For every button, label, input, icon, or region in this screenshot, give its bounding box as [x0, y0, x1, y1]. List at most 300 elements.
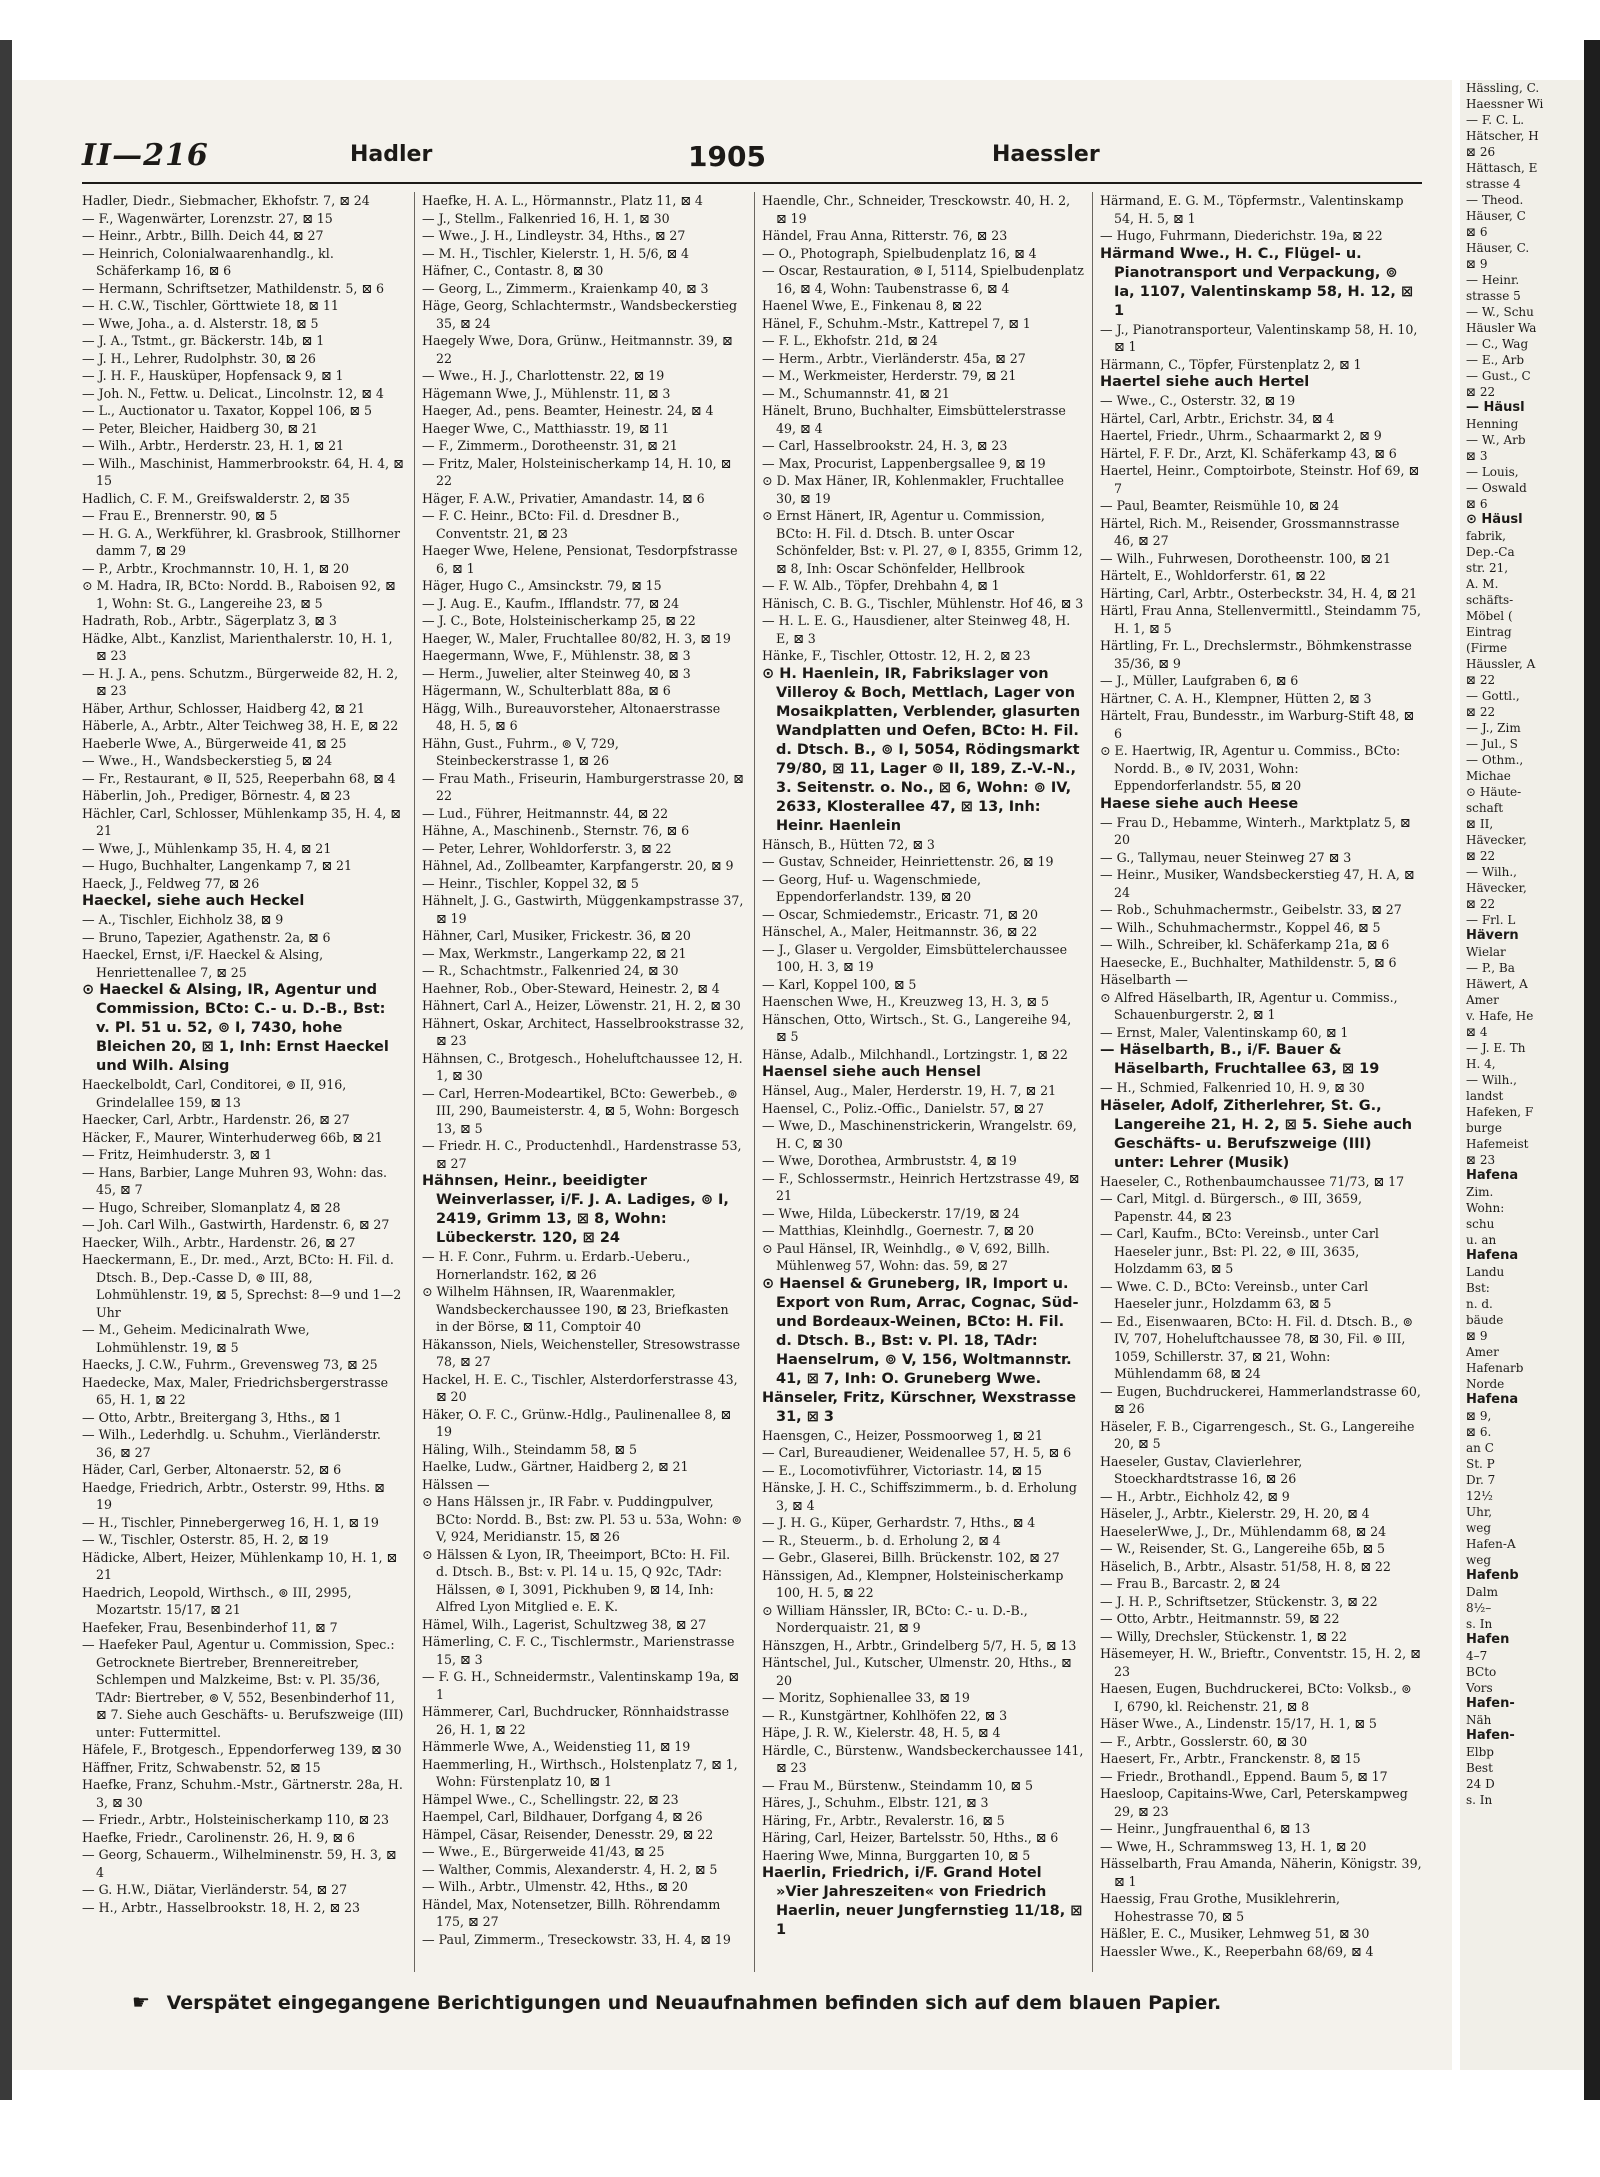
strip-line: — Oswald: [1466, 481, 1527, 495]
strip-line: ⊠ 9,: [1466, 1409, 1492, 1423]
directory-entry: Hänelt, Bruno, Buchhalter, Eimsbüttelerstrasse 49, ⊠ 4: [762, 403, 1066, 436]
directory-entry: — R., Steuerm., b. d. Erholung 2, ⊠ 4: [762, 1532, 1001, 1548]
directory-entry: — Frau E., Brennerstr. 90, ⊠ 5: [82, 508, 278, 523]
directory-entry: — H. J. A., pens. Schutzm., Bürgerweide 82, H. 2, ⊠ 23: [82, 665, 399, 698]
directory-entry: Hämmerle Wwe, A., Weidenstieg 11, ⊠ 19: [422, 1739, 691, 1754]
directory-entry: — Matthias, Kleinhdlg., Goernestr. 7, ⊠ 20: [762, 1223, 1034, 1238]
directory-entry: Haeckelboldt, Carl, Conditorei, ⊚ II, 916, Grindelallee 159, ⊠ 13: [82, 1077, 347, 1110]
directory-entry: Haering Wwe, Minna, Burggarten 10, ⊠ 5: [762, 1847, 1031, 1863]
strip-line: ⊠ 22: [1466, 849, 1496, 863]
directory-entry: Härmand Wwe., H. C., Flügel- u. Pianotransport und Verpackung, ⊚ Ia, 1107, Valentinskamp 58, H. 12, ⊠ 1: [1100, 245, 1414, 319]
strip-line: — Häusl: [1466, 400, 1525, 415]
directory-entry: — Heinrich, Colonialwaarenhandlg., kl. Schäferkamp 16, ⊠ 6: [82, 245, 334, 278]
strip-line: Hättasch, E: [1466, 161, 1538, 175]
directory-entry: Häselbarth —: [1100, 972, 1188, 987]
directory-entry: — Wilh., Fuhrwesen, Dorotheenstr. 100, ⊠ 21: [1100, 550, 1392, 566]
directory-entry: Häring, Carl, Heizer, Bartelsstr. 50, Hths., ⊠ 6: [762, 1830, 1059, 1845]
directory-entry: Häker, O. F. C., Grünw.-Hdlg., Paulinenallee 8, ⊠ 19: [422, 1406, 732, 1439]
directory-entry: — Paul, Zimmerm., Treseckowstr. 33, H. 4, ⊠ 19: [422, 1931, 731, 1947]
strip-line: n. d.: [1466, 1297, 1493, 1311]
directory-entry: Hägemann Wwe, J., Mühlenstr. 11, ⊠ 3: [422, 385, 671, 401]
pointing-hand-icon: ☛: [132, 1990, 150, 2014]
directory-entry: Häger, F. A.W., Privatier, Amandastr. 14, ⊠ 6: [422, 490, 705, 506]
strip-line: ⊠ 22: [1466, 705, 1496, 719]
directory-entry: — W., Tischler, Osterstr. 85, H. 2, ⊠ 19: [82, 1532, 329, 1547]
directory-entry: Haedecke, Max, Maler, Friedrichsbergerstrasse 65, H. 1, ⊠ 22: [82, 1374, 389, 1407]
strip-line: ⊠ 22: [1466, 673, 1496, 687]
directory-entry: Händel, Max, Notensetzer, Billh. Röhrendamm 175, ⊠ 27: [422, 1896, 721, 1929]
directory-entry: — Heinr., Jungfrauenthal 6, ⊠ 13: [1100, 1821, 1311, 1836]
directory-entry: — J., Stellm., Falkenried 16, H. 1, ⊠ 30: [422, 210, 670, 226]
strip-line: Hafenb: [1466, 1568, 1519, 1583]
directory-entry: Haesert, Fr., Arbtr., Franckenstr. 8, ⊠ 15: [1100, 1751, 1361, 1766]
directory-entry: Haertel siehe auch Hertel: [1100, 374, 1310, 390]
directory-entry: Härmand, E. G. M., Töpfermstr., Valentinskamp 54, H. 5, ⊠ 1: [1100, 193, 1404, 226]
directory-entry: Hänssigen, Ad., Klempner, Holsteinischerkamp 100, H. 5, ⊠ 22: [762, 1567, 1064, 1600]
directory-entry: Haesecke, E., Buchhalter, Mathildenstr. 5, ⊠ 6: [1100, 954, 1397, 970]
directory-entry: — M., Werkmeister, Herderstr. 79, ⊠ 21: [762, 368, 1017, 383]
directory-entry: Härtner, C. A. H., Klempner, Hütten 2, ⊠ 3: [1100, 690, 1372, 706]
directory-entry: Haesloop, Capitains-Wwe, Carl, Peterskampweg 29, ⊠ 23: [1100, 1786, 1408, 1819]
directory-entry: — Carl, Mitgl. d. Bürgersch., ⊚ III, 3659, Papenstr. 44, ⊠ 23: [1100, 1191, 1363, 1224]
directory-entry: Häpe, J. R. W., Kielerstr. 48, H. 5, ⊠ 4: [762, 1725, 1001, 1740]
directory-entry: Haeckermann, E., Dr. med., Arzt, BCto: H. Fil. d. Dtsch. B., Dep.-Casse D, ⊚ III, 88, Lohmühlenstr. 19, ⊠ 5, Sprechst: 8—9 und 1—2 Uhr: [82, 1252, 402, 1320]
strip-line: ⊠ 22: [1466, 385, 1496, 399]
directory-entry: Härdle, C., Bürstenw., Wandsbeckerchaussee 141, ⊠ 23: [762, 1742, 1084, 1775]
directory-entry: — Haefeker Paul, Agentur u. Commission, Spec.: Getrocknete Biertreber, Brennereitreber, Schlempen und Malzkeime, Bst: v. Pl. 35/36, TAdr: Biertreber, ⊚ V, 552, Besenbinderhof 11, ⊠ 7. Siehe auch Geschäfts- u. Berufszweige (III) unter: Futtermittel.: [82, 1637, 404, 1740]
directory-entry: Häberlin, Joh., Prediger, Börnestr. 4, ⊠ 23: [82, 788, 351, 803]
directory-entry: — Carl, Hasselbrookstr. 24, H. 3, ⊠ 23: [762, 438, 1008, 453]
directory-entry: Hächler, Carl, Schlosser, Mühlenkamp 35, H. 4, ⊠ 21: [82, 805, 401, 838]
directory-entry: — Wwe, Dorothea, Armbruststr. 4, ⊠ 19: [762, 1153, 1017, 1168]
directory-entry: Hägg, Wilh., Bureauvorsteher, Altonaerstrasse 48, H. 5, ⊠ 6: [422, 700, 721, 733]
directory-entry: Hämpel, Cäsar, Reisender, Denesstr. 29, ⊠ 22: [422, 1826, 714, 1842]
directory-entry: — Karl, Koppel 100, ⊠ 5: [762, 976, 917, 992]
directory-entry: Hähnsen, Heinr., beeidigter Weinverlasser, i/F. J. A. Ladiges, ⊚ I, 2419, Grimm 13, ⊠ 8, Wohn: Lübeckerstr. 120, ⊠ 24: [422, 1173, 729, 1246]
directory-entry: ⊙ E. Haertwig, IR, Agentur u. Commiss., BCto: Nordd. B., ⊚ IV, 2031, Wohn: Eppendorferlandstr. 55, ⊠ 20: [1100, 743, 1401, 793]
directory-entry: Haegely Wwe, Dora, Grünw., Heitmannstr. 39, ⊠ 22: [422, 333, 733, 366]
directory-entry: Hänschel, A., Maler, Heitmannstr. 36, ⊠ 22: [762, 924, 1038, 939]
strip-line: — Jul., S: [1466, 737, 1518, 751]
strip-line: Wielar: [1466, 945, 1506, 959]
directory-entry: — A., Tischler, Eichholz 38, ⊠ 9: [82, 912, 284, 927]
strip-line: ⊠ 3: [1466, 449, 1488, 463]
directory-entry: — Wwe., E., Bürgerweide 41/43, ⊠ 25: [422, 1844, 665, 1859]
directory-entry: — J. A., Tstmt., gr. Bäckerstr. 14b, ⊠ 1: [82, 333, 325, 348]
strip-line: — Wilh.,: [1466, 865, 1517, 879]
year: 1905: [688, 140, 766, 173]
directory-entry: Haerlin, Friedrich, i/F. Grand Hotel »Vier Jahreszeiten« von Friedrich Haerlin, neuer Jungfernstieg 11/18, ⊠ 1: [762, 1865, 1083, 1938]
directory-entry: — J. C., Bote, Holsteinischerkamp 25, ⊠ 22: [422, 613, 696, 628]
directory-entry: Häseler, J., Arbtr., Kielerstr. 29, H. 20, ⊠ 4: [1100, 1506, 1370, 1521]
directory-entry: Hähne, A., Maschinenb., Sternstr. 76, ⊠ 6: [422, 823, 690, 838]
directory-entry: — J. H. G., Küper, Gerhardstr. 7, Hths., ⊠ 4: [762, 1515, 1036, 1530]
directory-entry: Haeseler, Gustav, Clavierlehrer, Stoeckhardtstrasse 16, ⊠ 26: [1100, 1453, 1303, 1486]
directory-entry: — Moritz, Sophienallee 33, ⊠ 19: [762, 1690, 970, 1705]
strip-line: Best: [1466, 1761, 1493, 1775]
scan-edge-left: [0, 40, 12, 2100]
directory-entry: — Max, Werkmstr., Langerkamp 22, ⊠ 21: [422, 945, 687, 961]
columns-area: [82, 192, 1422, 1972]
strip-line: Landu: [1466, 1265, 1505, 1279]
directory-entry: — Joh. N., Fettw. u. Delicat., Lincolnstr. 12, ⊠ 4: [82, 385, 384, 401]
directory-entry: — Otto, Arbtr., Heitmannstr. 59, ⊠ 22: [1100, 1611, 1340, 1626]
directory-entry: Hähn, Gust., Fuhrm., ⊚ V, 729, Steinbeckerstrasse 1, ⊠ 26: [422, 735, 619, 768]
strip-line: ⊠ 9: [1466, 1329, 1488, 1343]
strip-line: Hafena: [1466, 1168, 1519, 1183]
strip-line: ⊠ 6: [1466, 497, 1488, 511]
directory-entry: Härmann, C., Töpfer, Fürstenplatz 2, ⊠ 1: [1100, 356, 1362, 372]
strip-line: s. In: [1466, 1617, 1493, 1631]
directory-entry: Haeger Wwe, Helene, Pensionat, Tesdorpfstrasse 6, ⊠ 1: [422, 543, 738, 576]
directory-entry: Hähnel, Ad., Zollbeamter, Karpfangerstr. 20, ⊠ 9: [422, 858, 734, 873]
directory-entry: Haenel Wwe, E., Finkenau 8, ⊠ 22: [762, 298, 983, 313]
directory-entry: Haefke, Franz, Schuhm.-Mstr., Gärtnerstr. 28a, H. 3, ⊠ 30: [82, 1777, 403, 1810]
directory-entry: Härting, Carl, Arbtr., Osterbeckstr. 34, H. 4, ⊠ 21: [1100, 585, 1418, 601]
directory-entry: Härtelt, E., Wohldorferstr. 61, ⊠ 22: [1100, 568, 1326, 583]
directory-entry: Haertel, Friedr., Uhrm., Schaarmarkt 2, ⊠ 9: [1100, 428, 1382, 443]
directory-entry: Häseler, F. B., Cigarrengesch., St. G., Langereihe 20, ⊠ 5: [1100, 1418, 1415, 1451]
directory-entry: Häring, Fr., Arbtr., Revalerstr. 16, ⊠ 5: [762, 1812, 1005, 1828]
directory-entry: ⊙ Hans Hälssen jr., IR Fabr. v. Puddingpulver, BCto: Nordd. B., Bst: zw. Pl. 53 u. 53a, Wohn: ⊚ V, 924, Meridianstr. 15, ⊠ 26: [422, 1494, 742, 1544]
directory-entry: Hänel, F., Schuhm.-Mstr., Kattrepel 7, ⊠ 1: [762, 315, 1031, 331]
directory-entry: — H. G. A., Werkführer, kl. Grasbrook, Stillhorner damm 7, ⊠ 29: [82, 525, 400, 558]
directory-entry: Hänke, F., Tischler, Ottostr. 12, H. 2, ⊠ 23: [762, 648, 1031, 663]
strip-line: Norde: [1466, 1377, 1505, 1391]
directory-entry: — H. L. E. G., Hausdiener, alter Steinweg 48, H. E, ⊠ 3: [762, 613, 1071, 646]
strip-line: — Gust., C: [1466, 369, 1531, 383]
strip-line: ⊠ II,: [1466, 817, 1494, 831]
directory-entry: Hänsel, Aug., Maler, Herderstr. 19, H. 7, ⊠ 21: [762, 1083, 1057, 1098]
page-number: II—216: [82, 138, 209, 173]
directory-entry: — F., Zimmerm., Dorotheenstr. 31, ⊠ 21: [422, 438, 678, 453]
strip-line: Hävecker,: [1466, 833, 1527, 847]
strip-line: Dalm: [1466, 1585, 1498, 1599]
directory-entry: — J. H. F., Hausküper, Hopfensack 9, ⊠ 1: [82, 368, 344, 383]
directory-entry: Häres, J., Schuhm., Elbstr. 121, ⊠ 3: [762, 1795, 989, 1810]
directory-entry: — Eugen, Buchdruckerei, Hammerlandstrasse 60, ⊠ 26: [1100, 1383, 1421, 1416]
directory-entry: Hässelbarth, Frau Amanda, Näherin, Königstr. 39, ⊠ 1: [1100, 1856, 1422, 1889]
directory-entry: — O., Photograph, Spielbudenplatz 16, ⊠ 4: [762, 245, 1037, 261]
directory-entry: Haeseler, C., Rothenbaumchaussee 71/73, ⊠ 17: [1100, 1173, 1405, 1189]
directory-entry: — H. F. Conr., Fuhrm. u. Erdarb.-Ueberu., Hornerlandstr. 162, ⊠ 26: [422, 1249, 691, 1282]
directory-entry: — Walther, Commis, Alexanderstr. 4, H. 2, ⊠ 5: [422, 1861, 718, 1877]
strip-line: Michae: [1466, 769, 1511, 783]
directory-entry: — J., Pianotransporteur, Valentinskamp 58, H. 10, ⊠ 1: [1100, 321, 1418, 354]
directory-entry: — Ed., Eisenwaaren, BCto: H. Fil. d. Dtsch. B., ⊚ IV, 707, Hoheluftchaussee 78, ⊠ 30, Fil. ⊚ III, 1059, Schillerstr. 37, ⊠ 21, Wohn: Mühlendamm 68, ⊠ 24: [1100, 1313, 1413, 1381]
strip-line: Amer: [1466, 1345, 1499, 1359]
directory-entry: — Herm., Arbtr., Vierländerstr. 45a, ⊠ 27: [762, 350, 1026, 366]
strip-line: — W., Arb: [1466, 433, 1526, 447]
strip-line: St. P: [1466, 1457, 1495, 1471]
directory-page: [12, 80, 1452, 2070]
strip-line: Häuser, C: [1466, 209, 1526, 223]
directory-entry: Haemmerling, H., Wirthsch., Holstenplatz 7, ⊠ 1, Wohn: Fürstenplatz 10, ⊠ 1: [422, 1756, 738, 1789]
directory-entry: Haeberle Wwe, A., Bürgerweide 41, ⊠ 25: [82, 735, 347, 751]
directory-entry: — R., Kunstgärtner, Kohlhöfen 22, ⊠ 3: [762, 1707, 1008, 1723]
directory-entry: Häseler, Adolf, Zitherlehrer, St. G., Langereihe 21, H. 2, ⊠ 5. Siehe auch Geschäfts- u. Berufszweige (III) unter: Lehrer (Musik): [1100, 1097, 1413, 1171]
directory-entry: — Hugo, Buchhalter, Langenkamp 7, ⊠ 21: [82, 858, 353, 873]
strip-line: bäude: [1466, 1313, 1504, 1327]
directory-entry: Hänschen, Otto, Wirtsch., St. G., Langereihe 94, ⊠ 5: [762, 1011, 1072, 1044]
directory-entry: — Ernst, Maler, Valentinskamp 60, ⊠ 1: [1100, 1024, 1349, 1040]
directory-entry: Häge, Georg, Schlachtermstr., Wandsbeckerstieg 35, ⊠ 24: [422, 298, 738, 331]
directory-entry: — M., Geheim. Medicinalrath Wwe, Lohmühlenstr. 19, ⊠ 5: [82, 1322, 310, 1355]
directory-entry: ⊙ Hälssen & Lyon, IR, Theeimport, BCto: H. Fil. d. Dtsch. B., Bst: v. Pl. 14 u. 15, Q 92c, TAdr: Hälssen, ⊚ I, 3091, Pickhuben 9, ⊠ 14, Inh: Alfred Lyon Mitglied e. E. K.: [422, 1546, 731, 1614]
directory-entry: — Wwe., H., Wandsbeckerstieg 5, ⊠ 24: [82, 753, 333, 768]
directory-entry: Häling, Wilh., Steindamm 58, ⊠ 5: [422, 1441, 637, 1457]
directory-entry: — H., Arbtr., Hasselbrookstr. 18, H. 2, ⊠ 23: [82, 1899, 361, 1915]
directory-entry: — E., Locomotivführer, Victoriastr. 14, ⊠ 15: [762, 1462, 1043, 1478]
directory-entry: Häfner, C., Contastr. 8, ⊠ 30: [422, 263, 604, 278]
strip-line: Dr. 7: [1466, 1473, 1496, 1487]
strip-line: str. 21,: [1466, 561, 1509, 575]
strip-line: Häwert, A: [1466, 977, 1528, 991]
directory-entry: — M. H., Tischler, Kielerstr. 1, H. 5/6, ⊠ 4: [422, 245, 690, 261]
directory-entry: Haeckel, siehe auch Heckel: [82, 893, 305, 909]
directory-entry: — M., Schumannstr. 41, ⊠ 21: [762, 385, 950, 401]
strip-line: ⊠ 22: [1466, 897, 1496, 911]
directory-entry: Haeger Wwe, C., Matthiasstr. 19, ⊠ 11: [422, 420, 670, 436]
strip-line: Häussler, A: [1466, 657, 1536, 671]
directory-entry: Hähnelt, J. G., Gastwirth, Müggenkampstrasse 37, ⊠ 19: [422, 893, 744, 926]
directory-entry: Haeger, W., Maler, Fruchtallee 80/82, H. 3, ⊠ 19: [422, 630, 731, 646]
directory-entry: — Fr., Restaurant, ⊚ II, 525, Reeperbahn 68, ⊠ 4: [82, 770, 396, 786]
strip-line: ⊠ 6: [1466, 225, 1488, 239]
directory-entry: Härtel, Carl, Arbtr., Erichstr. 34, ⊠ 4: [1100, 410, 1335, 426]
strip-line: Hafeken, F: [1466, 1105, 1534, 1119]
directory-entry: Häßler, E. C., Musiker, Lehmweg 51, ⊠ 30: [1100, 1926, 1370, 1941]
strip-line: Hässling, C.: [1466, 81, 1540, 95]
directory-entry: — Wilh., Arbtr., Herderstr. 23, H. 1, ⊠ 21: [82, 438, 345, 453]
directory-entry: ⊙ Haensel & Gruneberg, IR, Import u. Export von Rum, Arrac, Cognac, Süd- und Bordeaux-Weinen, BCto: H. Fil. d. Dtsch. B., Bst: v. Pl. 18, TAdr: Haenselrum, ⊚ V, 156, Woltmannstr. 41, ⊠ 7, Inh: O. Gruneberg Wwe.: [762, 1275, 1079, 1387]
strip-line: — Othm.,: [1466, 753, 1524, 767]
directory-entry: — Rob., Schuhmachermstr., Geibelstr. 33, ⊠ 27: [1100, 902, 1402, 917]
directory-entry: ⊙ Paul Hänsel, IR, Weinhdlg., ⊚ V, 692, Billh. Mühlenweg 57, Wohn: das. 59, ⊠ 27: [762, 1240, 1050, 1273]
directory-entry: — F. L., Ekhofstr. 21d, ⊠ 24: [762, 333, 938, 348]
directory-entry: Hackel, H. E. C., Tischler, Alsterdorferstrasse 43, ⊠ 20: [422, 1371, 738, 1404]
strip-line: ⊠ 6.: [1466, 1425, 1492, 1439]
strip-line: Hafen-: [1466, 1696, 1515, 1711]
column-divider: [754, 192, 755, 1972]
directory-entry: — Wilh., Lederhdlg. u. Schuhm., Vierländerstr. 36, ⊠ 27: [82, 1427, 381, 1460]
strip-line: ⊙ Häusl: [1466, 512, 1523, 527]
strip-line: Wohn:: [1466, 1201, 1505, 1215]
directory-entry: — R., Schachtmstr., Falkenried 24, ⊠ 30: [422, 963, 679, 978]
directory-entry: Hadlich, C. F. M., Greifswalderstr. 2, ⊠ 35: [82, 490, 350, 506]
directory-entry: — Hugo, Schreiber, Slomanplatz 4, ⊠ 28: [82, 1199, 341, 1215]
header-rule: [82, 182, 1422, 184]
directory-entry: — Otto, Arbtr., Breitergang 3, Hths., ⊠ 1: [82, 1409, 342, 1425]
directory-entry: — Gustav, Schneider, Heinriettenstr. 26, ⊠ 19: [762, 854, 1054, 869]
strip-line: ⊙ Häute-: [1466, 785, 1522, 799]
directory-entry: Haecks, J. C.W., Fuhrm., Grevensweg 73, ⊠ 25: [82, 1357, 378, 1372]
strip-line: — F. C. L.: [1466, 113, 1525, 127]
directory-entry: Haegermann, Wwe, F., Mühlenstr. 38, ⊠ 3: [422, 648, 691, 663]
directory-entry: Häsemeyer, H. W., Brieftr., Conventstr. 15, H. 2, ⊠ 23: [1100, 1646, 1421, 1679]
directory-entry: Haensgen, C., Heizer, Possmoorweg 1, ⊠ 21: [762, 1427, 1044, 1443]
column-divider: [414, 192, 415, 1972]
directory-entry: Haecker, Carl, Arbtr., Hardenstr. 26, ⊠ 27: [82, 1112, 350, 1127]
strip-line: s. In: [1466, 1793, 1493, 1807]
strip-line: strasse 5: [1466, 289, 1521, 303]
directory-entry: Hadler, Diedr., Siebmacher, Ekhofstr. 7, ⊠ 24: [82, 193, 370, 208]
directory-entry: Hänse, Adalb., Milchhandl., Lortzingstr. 1, ⊠ 22: [762, 1046, 1068, 1062]
strip-line: u. an: [1466, 1233, 1497, 1247]
directory-entry: Häntschel, Jul., Kutscher, Ulmenstr. 20, Hths., ⊠ 20: [762, 1655, 1072, 1688]
directory-entry: — F. C. Heinr., BCto: Fil. d. Dresdner B., Conventstr. 21, ⊠ 23: [422, 508, 680, 541]
strip-line: Bst:: [1466, 1281, 1490, 1295]
directory-entry: — G. H.W., Diätar, Vierländerstr. 54, ⊠ 27: [82, 1882, 348, 1897]
directory-entry: — Carl, Bureaudiener, Weidenallee 57, H. 5, ⊠ 6: [762, 1445, 1072, 1460]
directory-entry: Häffner, Fritz, Schwabenstr. 52, ⊠ 15: [82, 1759, 321, 1775]
directory-entry: Häkansson, Niels, Weichensteller, Stresowstrasse 78, ⊠ 27: [422, 1336, 741, 1369]
scan-edge-right: [1584, 40, 1600, 2100]
directory-entry: — J., Glaser u. Vergolder, Eimsbüttelerchaussee 100, H. 3, ⊠ 19: [762, 941, 1068, 974]
directory-entry: — Wilh., Arbtr., Ulmenstr. 42, Hths., ⊠ 20: [422, 1879, 688, 1894]
directory-entry: Haecker, Wilh., Arbtr., Hardenstr. 26, ⊠ 27: [82, 1234, 356, 1250]
directory-entry: Hänsch, B., Hütten 72, ⊠ 3: [762, 836, 935, 852]
strip-line: — Frl. L: [1466, 913, 1516, 927]
strip-line: weg: [1466, 1553, 1492, 1567]
column-divider: [1092, 192, 1093, 1972]
strip-line: — Heinr.: [1466, 273, 1520, 287]
directory-entry: Haedrich, Leopold, Wirthsch., ⊚ III, 2995, Mozartstr. 15/17, ⊠ 21: [82, 1584, 352, 1617]
strip-line: an C: [1466, 1441, 1494, 1455]
strip-line: Hafena: [1466, 1392, 1519, 1407]
directory-entry: ⊙ H. Haenlein, IR, Fabrikslager von Villeroy & Boch, Mettlach, Lager von Mosaikplatten, Verblender, glasurten Wandplatten und Oefen, BCto: H. Fil. d. Dtsch. B., ⊚ I, 5054, Rödingsmarkt 79/80, ⊠ 11, Lager ⊚ II, 189, Z.-V.-N., 3. Seitenstr. o. No., ⊠ 6, Wohn: ⊚ IV, 2633, Klosterallee 47, ⊠ 13, Inh: Heinr. Haenlein: [762, 665, 1081, 834]
directory-entry: Hänseler, Fritz, Kürschner, Wexstrasse 31, ⊠ 3: [762, 1389, 1077, 1425]
strip-line: fabrik,: [1466, 529, 1506, 543]
page-header: [82, 138, 1422, 178]
directory-entry: — J. Aug. E., Kaufm., Ifflandstr. 77, ⊠ 24: [422, 595, 680, 611]
strip-line: Henning: [1466, 417, 1519, 431]
directory-entry: — H. C.W., Tischler, Görttwiete 18, ⊠ 11: [82, 298, 339, 313]
directory-entry: — G., Tallymau, neuer Steinweg 27 ⊠ 3: [1100, 849, 1352, 865]
directory-entry: Hänske, J. H. C., Schiffszimmerm., b. d. Erholung 3, ⊠ 4: [762, 1480, 1077, 1513]
directory-entry: — Wwe, J., Mühlenkamp 35, H. 4, ⊠ 21: [82, 840, 332, 856]
strip-line: Hätscher, H: [1466, 129, 1539, 143]
directory-entry: ⊙ Ernst Hänert, IR, Agentur u. Commission, BCto: H. Fil. d. Dtsch. B. unter Oscar Schönfelder, Bst: v. Pl. 27, ⊚ I, 8355, Grimm 12, ⊠ 8, Inh: Oscar Schönfelder, Hellbrook: [762, 508, 1083, 576]
directory-entry: Häder, Carl, Gerber, Altonaerstr. 52, ⊠ 6: [82, 1462, 342, 1477]
directory-entry: — Heinr., Arbtr., Billh. Deich 44, ⊠ 27: [82, 228, 324, 243]
directory-entry: — Wwe, D., Maschinenstrickerin, Wrangelstr. 69, H. C, ⊠ 30: [762, 1118, 1077, 1151]
directory-entry: — Georg, Huf- u. Wagenschmiede, Eppendorferlandstr. 139, ⊠ 20: [762, 871, 982, 904]
strip-line: ⊠ 26: [1466, 145, 1496, 159]
strip-line: Hafena: [1466, 1248, 1519, 1263]
directory-entry: — Wwe., J. H., Lindleystr. 34, Hths., ⊠ 27: [422, 228, 686, 243]
directory-entry: Häber, Arthur, Schlosser, Haidberg 42, ⊠ 21: [82, 700, 365, 716]
directory-entry: Hänszgen, H., Arbtr., Grindelberg 5/7, H. 5, ⊠ 13: [762, 1637, 1077, 1653]
directory-entry: Häser Wwe., A., Lindenstr. 15/17, H. 1, ⊠ 5: [1100, 1716, 1377, 1731]
directory-entry: — Friedr., Brothandl., Eppend. Baum 5, ⊠ 17: [1100, 1768, 1388, 1784]
directory-entry: — F., Schlossermstr., Heinrich Hertzstrasse 49, ⊠ 21: [762, 1170, 1080, 1203]
directory-entry: Hägermann, W., Schulterblatt 88a, ⊠ 6: [422, 683, 671, 698]
directory-entry: — F., Wagenwärter, Lorenzstr. 27, ⊠ 15: [82, 210, 333, 226]
directory-entry: — Gebr., Glaserei, Billh. Brückenstr. 102, ⊠ 27: [762, 1550, 1060, 1565]
directory-entry: — Fritz, Heimhuderstr. 3, ⊠ 1: [82, 1147, 273, 1162]
directory-entry: HaeselerWwe, J., Dr., Mühlendamm 68, ⊠ 24: [1100, 1523, 1387, 1539]
directory-entry: — Friedr., Arbtr., Holsteinischerkamp 110, ⊠ 23: [82, 1812, 390, 1827]
directory-entry: Härtelt, Frau, Bundesstr., im Warburg-Stift 48, ⊠ 6: [1100, 708, 1415, 741]
next-page-strip: [1460, 80, 1584, 2070]
strip-line: Uhr,: [1466, 1505, 1493, 1519]
directory-entry: Haedge, Friedrich, Arbtr., Osterstr. 99, Hths. ⊠ 19: [82, 1479, 385, 1512]
directory-entry: — Joh. Carl Wilh., Gastwirth, Hardenstr. 6, ⊠ 27: [82, 1217, 390, 1232]
strip-line: strasse 4: [1466, 177, 1521, 191]
directory-entry: Haertel, Heinr., Comptoirbote, Steinstr. Hof 69, ⊠ 7: [1100, 463, 1420, 496]
directory-entry: — F. W. Alb., Töpfer, Drehbahn 4, ⊠ 1: [762, 578, 1000, 593]
strip-line: 12½: [1466, 1489, 1493, 1503]
strip-line: weg: [1466, 1521, 1492, 1535]
directory-entry: — Peter, Bleicher, Haidberg 30, ⊠ 21: [82, 420, 318, 436]
strip-line: schäfts-: [1466, 593, 1514, 607]
directory-entry: Haendle, Chr., Schneider, Tresckowstr. 40, H. 2, ⊠ 19: [762, 193, 1071, 226]
directory-entry: Häcker, F., Maurer, Winterhuderweg 66b, ⊠ 21: [82, 1129, 383, 1145]
directory-entry: — Friedr. H. C., Productenhdl., Hardenstrasse 53, ⊠ 27: [422, 1138, 742, 1171]
directory-entry: — Carl, Herren-Modeartikel, BCto: Gewerbeb., ⊚ III, 290, Baumeisterstr. 4, ⊠ 5, Wohn: Borgesch 13, ⊠ 5: [422, 1085, 740, 1136]
directory-entry: Haessler Wwe., K., Reeperbahn 68/69, ⊠ 4: [1100, 1943, 1374, 1959]
strip-line: Haessner Wi: [1466, 97, 1544, 111]
strip-line: Häuser, C.: [1466, 241, 1530, 255]
footer-notice: [132, 1990, 1382, 2020]
strip-line: — Wilh.,: [1466, 1073, 1517, 1087]
directory-entry: Haempel, Carl, Bildhauer, Dorfgang 4, ⊠ 26: [422, 1809, 703, 1824]
strip-line: ⊠ 9: [1466, 257, 1488, 271]
directory-entry: ⊙ William Hänssler, IR, BCto: C.- u. D.-B., Norderquaistr. 21, ⊠ 9: [762, 1602, 1028, 1635]
directory-entry: Haese siehe auch Heese: [1100, 795, 1299, 812]
directory-entry: Häberle, A., Arbtr., Alter Teichweg 38, H. E, ⊠ 22: [82, 718, 399, 733]
strip-line: — Theod.: [1466, 193, 1524, 207]
directory-entry: Häger, Hugo C., Amsinckstr. 79, ⊠ 15: [422, 578, 662, 593]
directory-entry: Haensel siehe auch Hensel: [762, 1064, 982, 1080]
directory-entry: — Frau M., Bürstenw., Steindamm 10, ⊠ 5: [762, 1777, 1033, 1793]
directory-entry: Haensel, C., Poliz.-Offic., Danielstr. 57, ⊠ 27: [762, 1100, 1045, 1116]
directory-entry: — Wwe, Hilda, Lübeckerstr. 17/19, ⊠ 24: [762, 1205, 1020, 1221]
strip-line: schaft: [1466, 801, 1504, 815]
strip-line: Näh: [1466, 1713, 1492, 1727]
directory-entry: Haenschen Wwe, H., Kreuzweg 13, H. 3, ⊠ 5: [762, 994, 1049, 1009]
strip-line: ⊠ 4: [1466, 1025, 1488, 1039]
directory-entry: — Oscar, Restauration, ⊚ I, 5114, Spielbudenplatz 16, ⊠ 4, Wohn: Taubenstrasse 6, ⊠ 4: [762, 263, 1084, 296]
directory-entry: — Wwe., C., Osterstr. 32, ⊠ 19: [1100, 393, 1296, 408]
directory-entry: Hähnert, Carl A., Heizer, Löwenstr. 21, H. 2, ⊠ 30: [422, 998, 741, 1013]
strip-line: Möbel (: [1466, 609, 1513, 623]
directory-entry: — Frau Math., Friseurin, Hamburgerstrasse 20, ⊠ 22: [422, 770, 744, 803]
directory-entry: — H., Schmied, Falkenried 10, H. 9, ⊠ 30: [1100, 1080, 1365, 1095]
directory-entry: Hämerling, C. F. C., Tischlermstr., Marienstrasse 15, ⊠ 3: [422, 1634, 735, 1667]
strip-line: 8½–: [1466, 1601, 1492, 1615]
directory-entry: — H., Tischler, Pinnebergerweg 16, H. 1, ⊠ 19: [82, 1514, 379, 1530]
directory-entry: Hähnsen, C., Brotgesch., Hoheluftchaussee 12, H. 1, ⊠ 30: [422, 1050, 743, 1083]
strip-line: Elbp: [1466, 1745, 1494, 1759]
directory-entry: — Peter, Lehrer, Wohldorferstr. 3, ⊠ 22: [422, 840, 672, 856]
directory-entry: — H., Arbtr., Eichholz 42, ⊠ 9: [1100, 1488, 1290, 1504]
directory-entry: Hämpel Wwe., C., Schellingstr. 22, ⊠ 23: [422, 1791, 679, 1807]
directory-entry: Hämel, Wilh., Lagerist, Schultzweg 38, ⊠ 27: [422, 1616, 707, 1632]
directory-entry: — F. G. H., Schneidermstr., Valentinskamp 19a, ⊠ 1: [422, 1669, 739, 1702]
directory-entry: — Oscar, Schmiedemstr., Ericastr. 71, ⊠ 20: [762, 906, 1039, 922]
directory-entry: — P., Arbtr., Krochmannstr. 10, H. 1, ⊠ 20: [82, 560, 350, 576]
directory-entry: — Wilh., Schuhmachermstr., Koppel 46, ⊠ 5: [1100, 919, 1381, 935]
strip-line: A. M.: [1466, 577, 1499, 591]
directory-entry: Hänisch, C. B. G., Tischler, Mühlenstr. Hof 46, ⊠ 3: [762, 595, 1084, 611]
directory-entry: Härtling, Fr. L., Drechslermstr., Böhmkenstrasse 35/36, ⊠ 9: [1100, 638, 1412, 671]
strip-line: — C., Wag: [1466, 337, 1529, 351]
directory-entry: Haefeker, Frau, Besenbinderhof 11, ⊠ 7: [82, 1619, 338, 1635]
strip-line: Hafemeist: [1466, 1137, 1529, 1151]
directory-entry: — Georg, Schauerm., Wilhelminenstr. 59, H. 3, ⊠ 4: [82, 1847, 397, 1880]
